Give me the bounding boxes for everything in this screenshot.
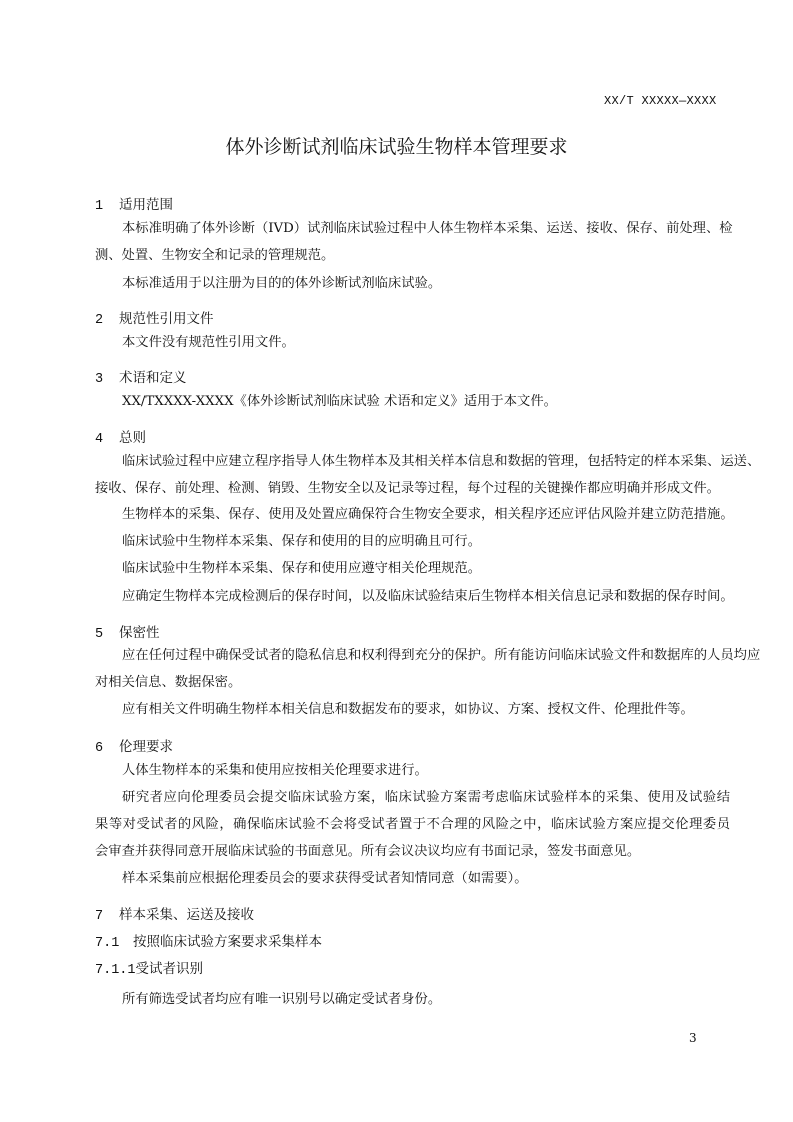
paragraph-line: 接收、保存、前处理、检测、销毁、生物安全以及记录等过程，每个过程的关键操作都应明确并形成文件。	[95, 481, 720, 496]
section-heading-4	[95, 426, 146, 447]
standard-code: XX/T XXXXX—XXXX	[604, 94, 717, 108]
paragraph-line: 所有筛选受试者均应有唯一识别号以确定受试者身份。	[122, 992, 442, 1007]
paragraph-line: 临床试验中生物样本采集、保存和使用的目的应明确且可行。	[122, 534, 482, 549]
section-number: 3	[95, 372, 104, 387]
paragraph-line: 本标准适用于以注册为目的的体外诊断试剂临床试验。	[122, 276, 442, 291]
subsubsection-title: 受试者识别	[135, 961, 204, 977]
paragraph-line: 生物样本的采集、保存、使用及处置应确保符合生物安全要求，相关程序还应评估风险并建立防范措施。	[122, 507, 734, 522]
section-title: 保密性	[119, 625, 160, 641]
paragraph-line: 对相关信息、数据保密。	[95, 675, 242, 690]
paragraph-line: 应有相关文件明确生物样本相关信息和数据发布的要求，如协议、方案、授权文件、伦理批件等。	[122, 702, 694, 717]
paragraph-line: 临床试验中生物样本采集、保存和使用应遵守相关伦理规范。	[122, 561, 482, 576]
paragraph-line: 临床试验过程中应建立程序指导人体生物样本及其相关样本信息和数据的管理，包括特定的样本采集、运送、	[122, 454, 761, 469]
section-number: 4	[95, 432, 104, 447]
subsection-number: 7.1	[95, 936, 120, 951]
section-heading-1	[95, 193, 173, 214]
paragraph-line: 人体生物样本的采集和使用应按相关伦理要求进行。	[122, 763, 428, 778]
paragraph-line: 果等对受试者的风险，确保临床试验不会将受试者置于不合理的风险之中，临床试验方案应提交伦理委员	[95, 817, 730, 832]
paragraph-line: 测、处置、生物安全和记录的管理规范。	[95, 248, 335, 263]
section-title: 术语和定义	[119, 370, 187, 386]
section-heading-7	[95, 903, 254, 924]
section-heading-6	[95, 735, 173, 756]
subsubsection-heading	[95, 957, 203, 978]
subsubsection-number: 7.1.1	[95, 963, 136, 978]
page-number: 3	[689, 1031, 697, 1045]
page-title: 体外诊断试剂临床试验生物样本管理要求	[225, 136, 568, 158]
section-title: 样本采集、运送及接收	[119, 907, 254, 923]
section-title: 适用范围	[119, 197, 173, 213]
section-heading-5	[95, 621, 160, 642]
section-title: 规范性引用文件	[119, 311, 214, 327]
paragraph-line: 本文件没有规范性引用文件。	[122, 335, 295, 350]
section-heading-2	[95, 307, 214, 328]
section-number: 1	[95, 199, 104, 214]
section-number: 7	[95, 909, 104, 924]
paragraph-line: 应确定生物样本完成检测后的保存时间，以及临床试验结束后生物样本相关信息记录和数据的保存时间。	[122, 589, 734, 604]
section-title: 总则	[119, 430, 146, 446]
paragraph-line: 样本采集前应根据伦理委员会的要求获得受试者知情同意（如需要）。	[122, 871, 528, 886]
section-number: 6	[95, 741, 104, 756]
paragraph-line: 研究者应向伦理委员会提交临床试验方案，临床试验方案需考虑临床试验样本的采集、使用及试验结	[122, 790, 730, 805]
paragraph-line: 应在任何过程中确保受试者的隐私信息和权利得到充分的保护。所有能访问临床试验文件和数据库的人员均应	[122, 648, 761, 663]
paragraph-line: XX/TXXXX-XXXX《体外诊断试剂临床试验 术语和定义》适用于本文件。	[122, 394, 557, 409]
paragraph-line: 本标准明确了体外诊断（IVD）试剂临床试验过程中人体生物样本采集、运送、接收、保存、前处理、检	[122, 221, 733, 236]
section-title: 伦理要求	[119, 739, 173, 755]
paragraph-line: 会审查并获得同意开展临床试验的书面意见。所有会议决议均应有书面记录，签发书面意见。	[95, 844, 641, 859]
section-heading-3	[95, 366, 187, 387]
subsection-heading	[95, 930, 322, 951]
section-number: 2	[95, 313, 104, 328]
subsection-title: 按照临床试验方案要求采集样本	[133, 934, 322, 950]
section-number: 5	[95, 627, 104, 642]
